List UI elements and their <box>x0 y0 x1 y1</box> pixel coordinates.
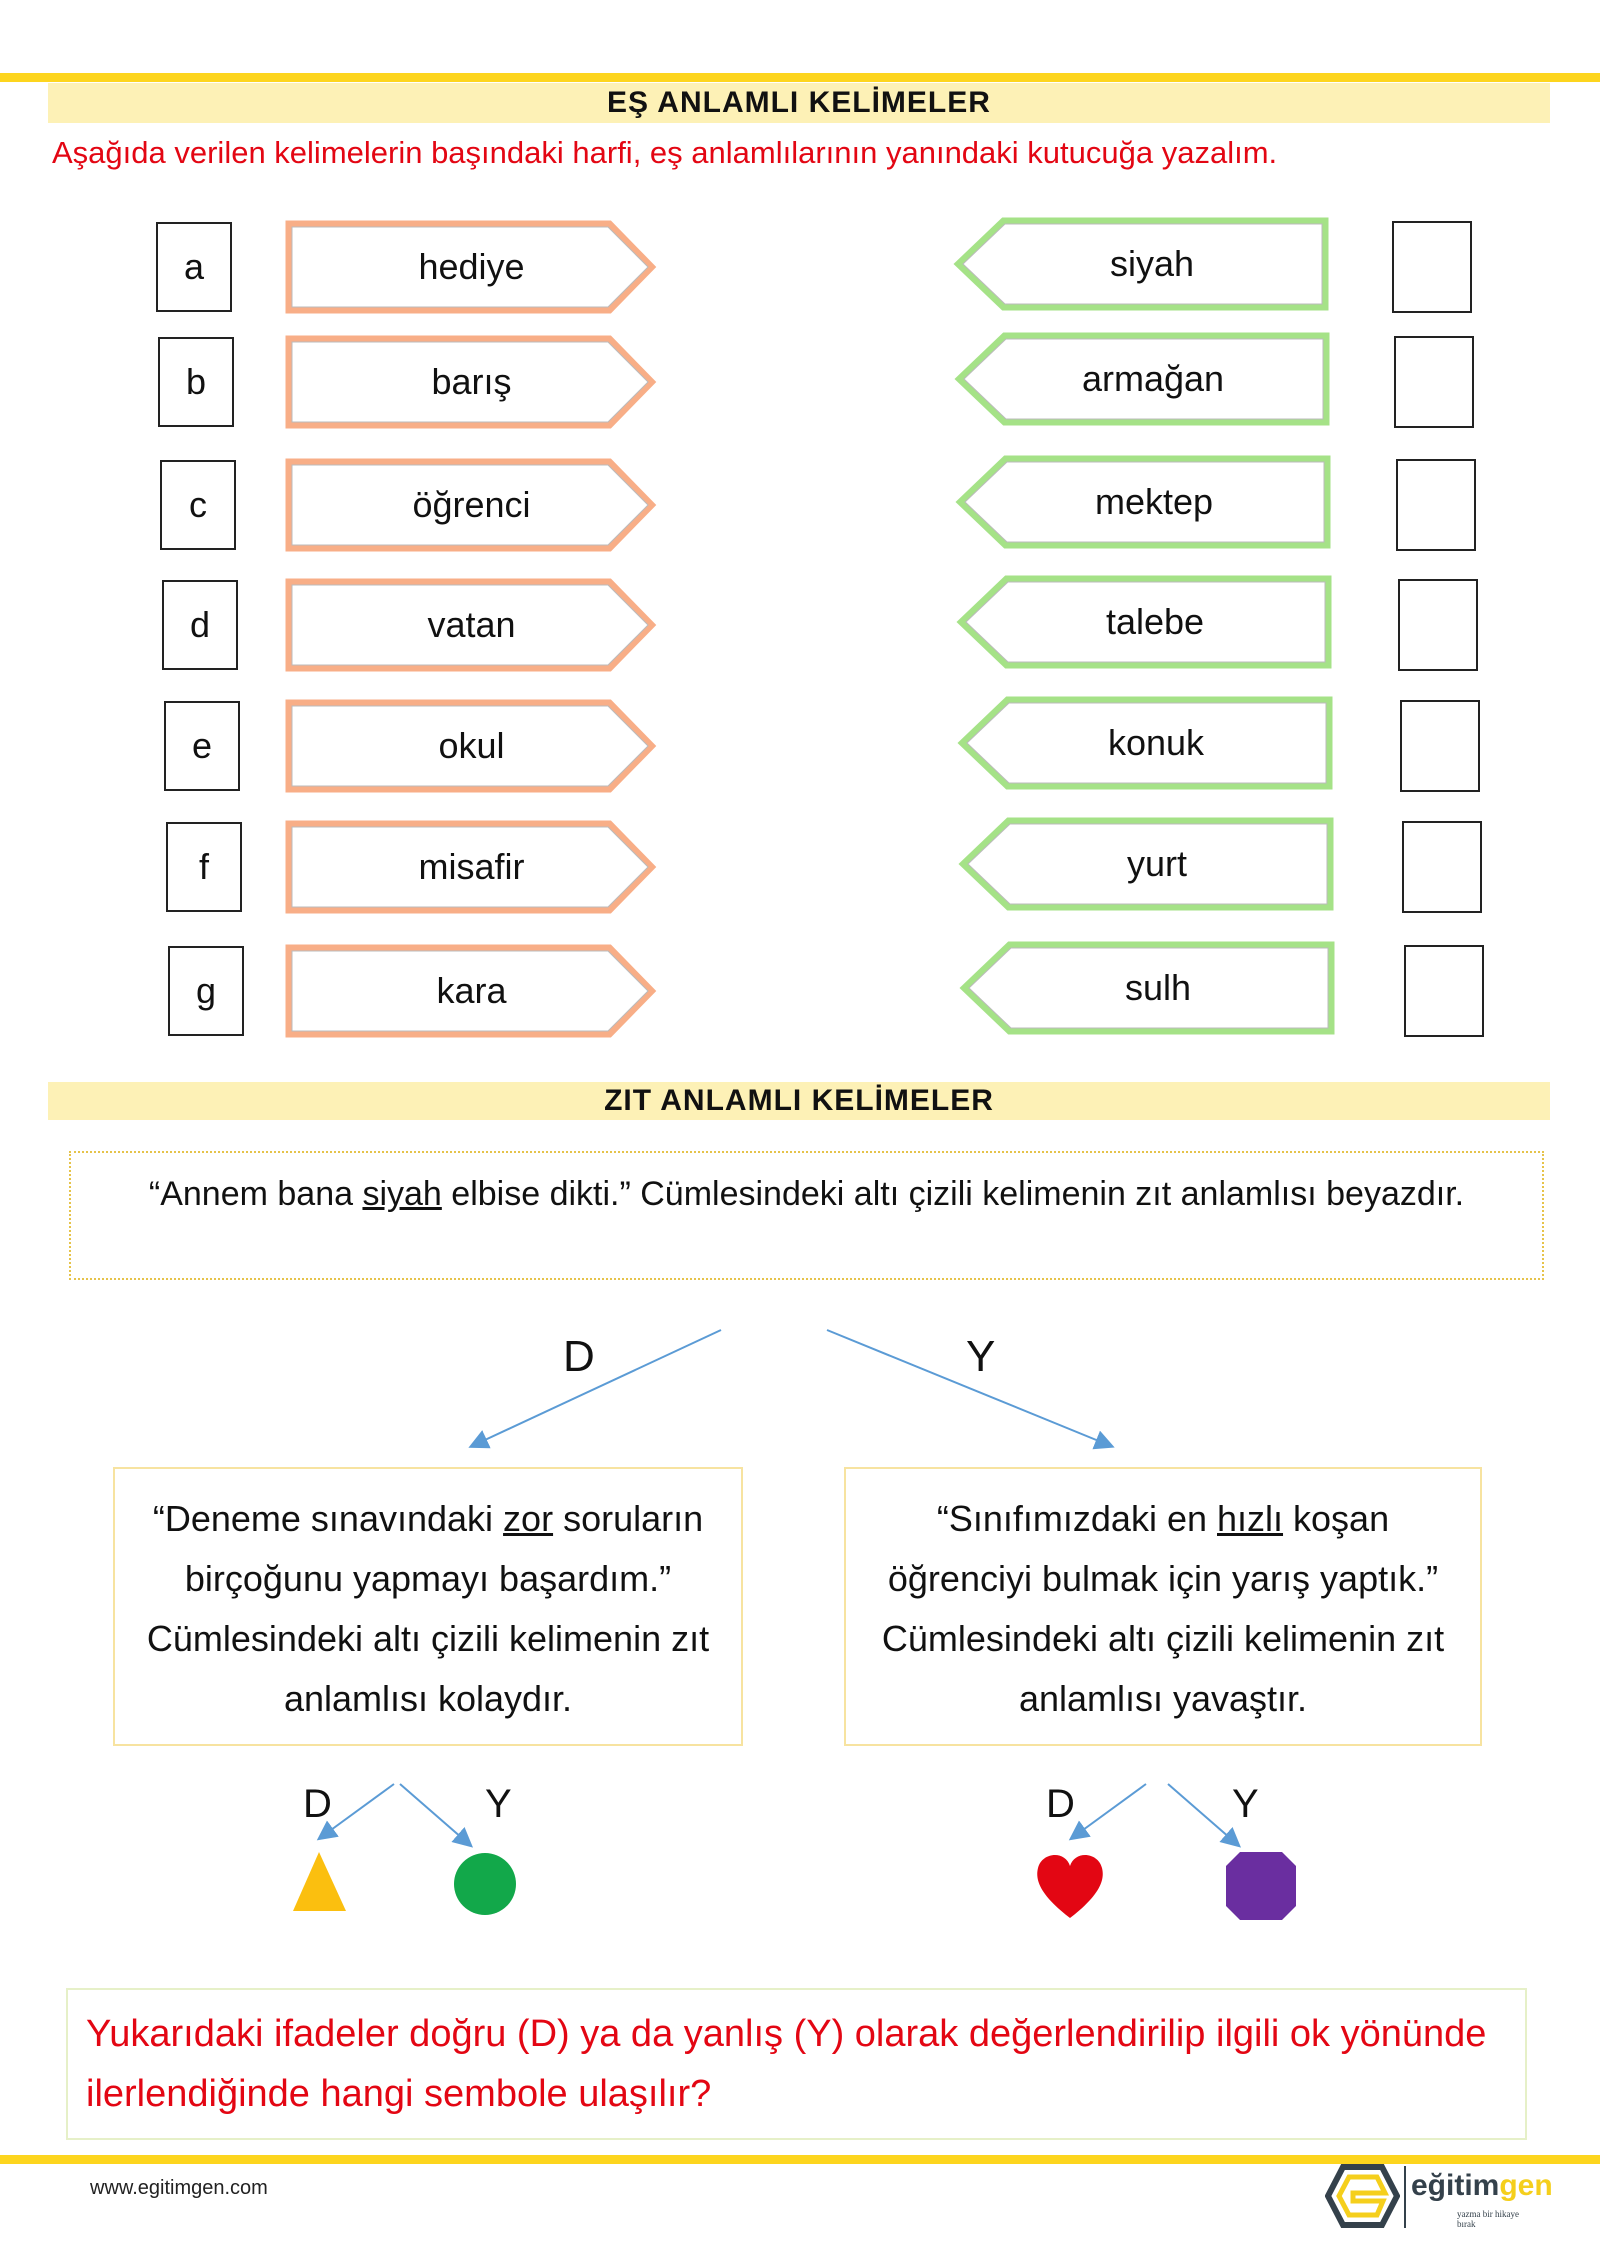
word-left: öğrenci <box>412 484 531 525</box>
word-tag-right <box>953 329 1333 429</box>
letter-box: b <box>158 337 234 427</box>
word-left: barış <box>431 361 512 402</box>
word-tag-right <box>955 572 1335 672</box>
word-tag-left <box>284 455 659 555</box>
section-title-antonyms: ZIT ANLAMLI KELİMELER <box>48 1082 1550 1120</box>
website: www.egitimgen.com <box>90 2177 268 2199</box>
word-tag-left <box>284 332 659 432</box>
word-right: talebe <box>1105 601 1205 642</box>
word-right: armağan <box>1081 358 1225 399</box>
answer-box[interactable] <box>1396 459 1476 551</box>
answer-box[interactable] <box>1398 579 1478 671</box>
letter-box: c <box>160 460 236 550</box>
word-tag-left <box>284 696 659 796</box>
answer-box[interactable] <box>1392 221 1472 313</box>
top-rule <box>0 73 1600 82</box>
arrow-d <box>472 1330 721 1446</box>
arrow-right-d <box>1072 1784 1146 1838</box>
word-left: okul <box>438 725 505 766</box>
word-left: vatan <box>427 604 516 645</box>
word-right: konuk <box>1107 722 1205 763</box>
word-tag-left <box>284 217 659 317</box>
logo: eğitimgen yazma bir hikaye bırak <box>1325 2163 1535 2231</box>
answer-box[interactable] <box>1404 945 1484 1037</box>
instruction: Aşağıda verilen kelimelerin başındaki harfi, eş anlamlılarının yanındaki kutucuğa yazalım. <box>52 135 1278 170</box>
word-tag-right <box>958 938 1338 1038</box>
word-left: hediye <box>418 246 525 287</box>
word-tag-right <box>952 214 1332 314</box>
right-d-label: D <box>1046 1782 1075 1826</box>
word-tag-right <box>957 814 1337 914</box>
d-label: D <box>563 1332 595 1381</box>
heart-icon <box>1037 1855 1103 1918</box>
section-title-synonyms: EŞ ANLAMLI KELİMELER <box>48 83 1550 123</box>
main-statement: “Annem bana siyah elbise dikti.” Cümlesindeki altı çizili kelimenin zıt anlamlısı beyazdır. <box>148 1175 1465 1213</box>
letter-box: e <box>164 701 240 791</box>
word-tag-right <box>954 452 1334 552</box>
word-tag-right <box>956 693 1336 793</box>
answer-box[interactable] <box>1394 336 1474 428</box>
arrow-left-y <box>400 1784 470 1845</box>
word-left: misafir <box>418 846 525 887</box>
question: Yukarıdaki ifadeler doğru (D) ya da yanlış (Y) olarak değerlendirilip ilgili ok yönünde ilerlendiğinde hangi sembole ulaşılır? <box>66 1988 1527 2140</box>
left-y-label: Y <box>485 1782 512 1826</box>
word-right: yurt <box>1126 843 1187 884</box>
left-statement-box: “Deneme sınavındaki zor soruların birçoğunu yapmayı başardım.” Cümlesindeki altı çizili kelimenin zıt anlamlısı kolaydır. <box>113 1467 743 1746</box>
word-left: kara <box>436 970 507 1011</box>
word-tag-left <box>284 575 659 675</box>
y-label: Y <box>966 1332 996 1381</box>
word-right: siyah <box>1109 243 1195 284</box>
word-tag-left <box>284 941 659 1041</box>
letter-box: f <box>166 822 242 912</box>
right-statement-box: “Sınıfımızdaki en hızlı koşan öğrenciyi bulmak için yarış yaptık.” Cümlesindeki altı çizili kelimenin zıt anlamlısı yavaştır. <box>844 1467 1482 1746</box>
logo-hex-icon <box>1325 2163 1400 2229</box>
triangle-icon <box>293 1852 346 1911</box>
letter-box: a <box>156 222 232 312</box>
right-y-label: Y <box>1232 1782 1259 1826</box>
octagon-icon <box>1226 1852 1296 1920</box>
left-d-label: D <box>303 1782 332 1826</box>
answer-box[interactable] <box>1402 821 1482 913</box>
word-tag-left <box>284 817 659 917</box>
word-right: sulh <box>1124 967 1192 1008</box>
main-statement-box <box>69 1151 1544 1280</box>
letter-box: d <box>162 580 238 670</box>
letter-box: g <box>168 946 244 1036</box>
arrow-right-y <box>1168 1784 1238 1845</box>
answer-box[interactable] <box>1400 700 1480 792</box>
word-right: mektep <box>1094 481 1214 522</box>
circle-icon <box>454 1853 516 1915</box>
